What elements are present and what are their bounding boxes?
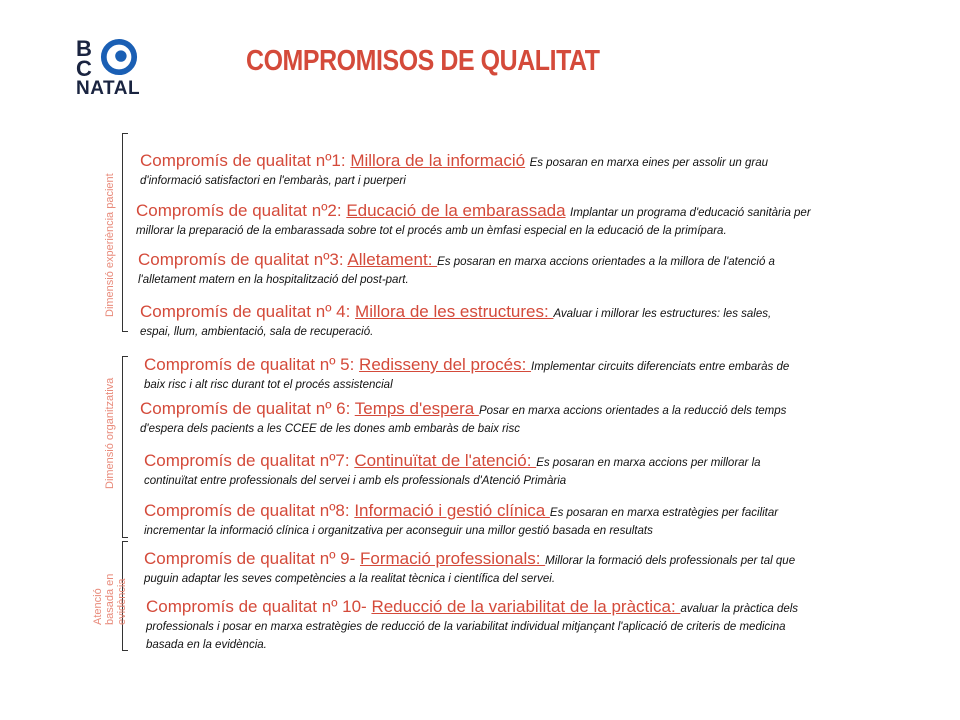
page-title: COMPROMISOS DE QUALITAT	[246, 45, 600, 77]
commitment-description-cont: incrementar la informació clínica i organitzativa per aconseguir una millor gestió basada en resultats	[144, 525, 653, 537]
commitment-subject: Continuïtat de l'atenció:	[354, 451, 537, 470]
commitment-heading: Compromís de qualitat nº2:	[136, 201, 347, 220]
commitment-subject: Reducció de la variabilitat de la pràctica:	[371, 597, 681, 616]
commitment-heading: Compromís de qualitat nº7:	[144, 451, 355, 470]
commitment-item-1	[140, 150, 910, 190]
commitment-item-10	[146, 596, 916, 654]
commitment-heading: Compromís de qualitat nº 4:	[140, 302, 356, 321]
commitment-item-9	[144, 548, 914, 588]
commitment-description-cont2: basada en la evidència.	[146, 639, 267, 651]
logo-letters	[76, 36, 92, 81]
dimension-label-evidence-based: Atenció basada en evidència	[92, 573, 128, 625]
commitment-heading: Compromís de qualitat nº 5:	[144, 355, 360, 374]
commitment-heading: Compromís de qualitat nº 9-	[144, 549, 360, 568]
commitment-description-cont: millorar la preparació de la embarassada sobre tot el procés amb un èmfasi especial en la educació de la primípara.	[136, 225, 727, 237]
commitment-subject: Redisseny del procés:	[359, 355, 532, 374]
commitment-item-4	[140, 301, 910, 341]
logo-name: NATAL	[76, 78, 141, 99]
commitment-description-cont: continuïtat entre professionals del servei i amb els professionals d'Atenció Primària	[144, 475, 567, 487]
commitment-description-cont: baix risc i alt risc durant tot el procés assistencial	[144, 379, 393, 391]
commitment-description: Avaluar i millorar les estructures: les sales,	[553, 308, 772, 320]
commitment-description: Posar en marxa accions orientades a la reducció dels temps	[478, 405, 787, 417]
commitment-description: Implantar un programa d'educació sanitària per	[570, 207, 811, 219]
commitment-item-5	[144, 354, 914, 394]
commitment-description: Es posaran en marxa accions per millorar la	[536, 457, 761, 469]
commitment-subject: Educació de la embarassada	[346, 201, 566, 220]
commitment-subject: Temps d'espera	[354, 399, 479, 418]
commitment-subject: Formació professionals:	[359, 549, 546, 568]
commitment-description: avaluar la pràctica dels	[680, 603, 799, 615]
commitment-heading: Compromís de qualitat nº3:	[138, 250, 348, 269]
dimension-label-organizational: Dimensió organitzativa	[104, 377, 116, 489]
commitment-subject: Millora de la informació	[350, 151, 526, 170]
commitment-description-cont: d'espera dels pacients a les CCEE de les dones amb embaràs de baix risc	[140, 423, 520, 435]
commitment-subject: Alletament:	[347, 250, 438, 269]
section-bracket-2	[122, 356, 128, 538]
commitment-description-cont: espai, llum, ambientació, sala de recuperació.	[140, 326, 374, 338]
commitment-description: Es posaran en marxa estratègies per facilitar	[549, 507, 779, 519]
logo-letter-c: C	[76, 56, 92, 81]
commitment-description: Es posaran en marxa eines per assolir un grau	[529, 157, 768, 169]
commitment-heading: Compromís de qualitat nº 6:	[140, 399, 355, 418]
logo-letter-b: B	[76, 36, 92, 61]
commitment-description: Es posaran en marxa accions orientades a la millora de l'atenció a	[437, 256, 775, 268]
logo-ring-icon	[100, 38, 138, 76]
commitment-description: Implementar circuits diferenciats entre embaràs de	[531, 361, 790, 373]
commitment-description-cont: puguin adaptar les seves competències a la realitat tècnica i científica del servei.	[144, 573, 556, 585]
commitment-description-cont: d'informació satisfactori en l'embaràs, part i puerperi	[140, 175, 406, 187]
section-bracket-1	[122, 133, 128, 332]
bcnatal-logo	[74, 38, 164, 100]
commitment-subject: Informació i gestió clínica	[354, 501, 550, 520]
commitment-description: Millorar la formació dels professionals per tal que	[545, 555, 796, 567]
commitment-item-2	[136, 200, 906, 240]
commitment-heading: Compromís de qualitat nº 10-	[146, 597, 372, 616]
commitment-item-3	[138, 249, 908, 289]
commitment-heading: Compromís de qualitat nº1:	[140, 151, 351, 170]
commitment-description-cont: l'alletament matern en la hospitalització del post-part.	[138, 274, 409, 286]
commitment-subject: Millora de les estructures:	[355, 302, 554, 321]
commitment-item-7	[144, 450, 914, 490]
commitment-item-6	[140, 398, 910, 438]
commitment-description-cont: professionals i posar en marxa estratègies de reducció de la variabilitat individual mitjançant l'aplicació de criteris de medicina	[146, 621, 786, 633]
commitment-item-8	[144, 500, 914, 540]
commitment-heading: Compromís de qualitat nº8:	[144, 501, 355, 520]
dimension-label-patient-experience: Dimensió experiència pacient	[104, 173, 116, 317]
